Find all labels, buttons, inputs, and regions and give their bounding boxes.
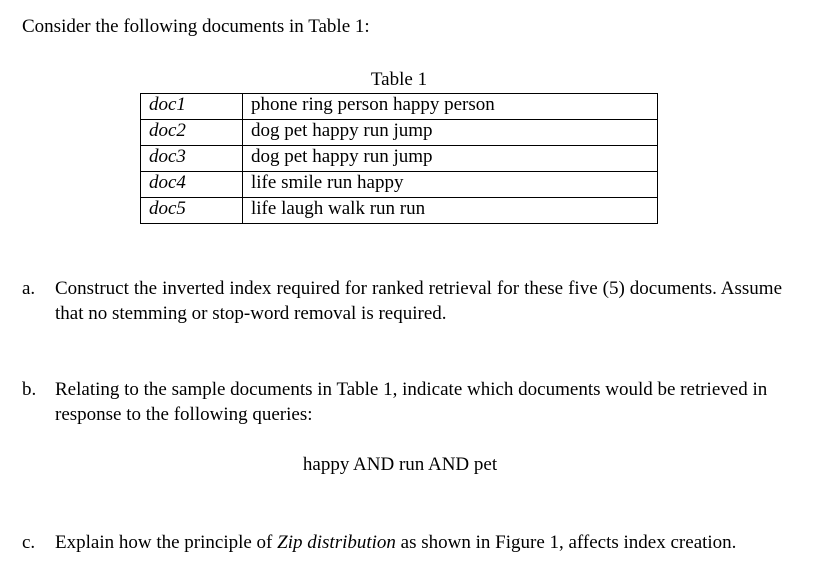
documents-table <box>140 93 658 224</box>
question-c-text-after: as shown in Figure 1, affects index creation. <box>395 532 737 553</box>
table-row <box>141 146 658 172</box>
table-row <box>141 172 658 198</box>
question-c-marker: c. <box>22 532 36 553</box>
question-c <box>22 530 782 555</box>
question-a <box>22 276 782 326</box>
doc-text: life laugh walk run run <box>243 198 658 224</box>
doc-id: doc1 <box>141 94 243 120</box>
doc-id: doc4 <box>141 172 243 198</box>
table-row <box>141 94 658 120</box>
doc-text: phone ring person happy person <box>243 94 658 120</box>
table-row <box>141 120 658 146</box>
question-b-marker: b. <box>22 379 37 400</box>
table-row <box>141 198 658 224</box>
doc-text: life smile run happy <box>243 172 658 198</box>
doc-id: doc2 <box>141 120 243 146</box>
doc-text: dog pet happy run jump <box>243 120 658 146</box>
question-c-emphasis: Zip distribution <box>277 532 396 553</box>
boolean-query: happy AND run AND pet <box>302 454 498 475</box>
table-caption: Table 1 <box>370 69 428 90</box>
intro-text: Consider the following documents in Table 1: <box>22 16 370 37</box>
doc-text: dog pet happy run jump <box>243 146 658 172</box>
doc-id: doc5 <box>141 198 243 224</box>
question-b <box>22 377 782 427</box>
doc-id: doc3 <box>141 146 243 172</box>
question-a-text: Construct the inverted index required for ranked retrieval for these five (5) documents. Assume that no stemming or stop-word removal is required. <box>55 278 782 324</box>
question-c-text-before: Explain how the principle of <box>55 532 278 553</box>
question-b-text: Relating to the sample documents in Table 1, indicate which documents would be retrieved in response to the following queries: <box>55 379 768 425</box>
question-c-text <box>55 530 782 555</box>
question-a-marker: a. <box>22 278 36 299</box>
